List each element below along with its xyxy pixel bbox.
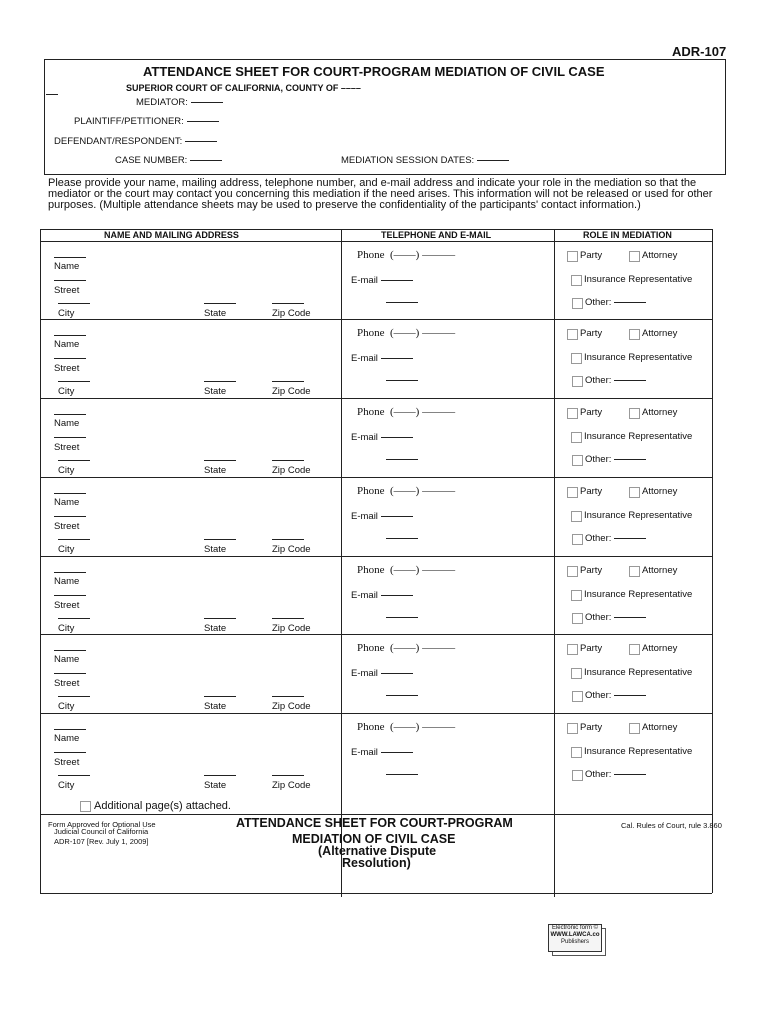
other-checkbox[interactable] bbox=[572, 613, 583, 624]
insurance-label: Insurance Representative bbox=[584, 274, 693, 285]
city-label: City bbox=[58, 386, 75, 397]
street-label: Street bbox=[54, 600, 80, 611]
name-label: Name bbox=[54, 654, 80, 665]
email-blank-2[interactable] bbox=[386, 617, 418, 618]
city-blank[interactable] bbox=[58, 696, 90, 697]
name-blank[interactable] bbox=[54, 257, 86, 258]
zip-label: Zip Code bbox=[272, 623, 311, 634]
party-label: Party bbox=[580, 643, 603, 654]
session-dates-field[interactable]: MEDIATION SESSION DATES: bbox=[341, 155, 509, 166]
attorney-label: Attorney bbox=[642, 565, 678, 576]
insurance-label: Insurance Representative bbox=[584, 510, 693, 521]
other-field[interactable]: Other: bbox=[585, 297, 646, 308]
party-checkbox[interactable] bbox=[567, 329, 578, 340]
additional-pages-checkbox[interactable] bbox=[80, 801, 91, 812]
attorney-label: Attorney bbox=[642, 643, 678, 654]
state-label: State bbox=[204, 623, 227, 634]
footer-approved: Form Approved for Optional Use bbox=[48, 820, 156, 829]
other-field[interactable]: Other: bbox=[585, 769, 646, 780]
state-blank[interactable] bbox=[204, 460, 236, 461]
attorney-label: Attorney bbox=[642, 486, 678, 497]
city-blank[interactable] bbox=[58, 460, 90, 461]
city-label: City bbox=[58, 308, 75, 319]
insurance-checkbox[interactable] bbox=[571, 275, 582, 286]
state-label: State bbox=[204, 465, 227, 476]
city-label: City bbox=[58, 544, 75, 555]
col-divider-1 bbox=[341, 229, 342, 897]
state-blank[interactable] bbox=[204, 618, 236, 619]
street-blank[interactable] bbox=[54, 437, 86, 438]
zip-label: Zip Code bbox=[272, 544, 311, 555]
street-blank[interactable] bbox=[54, 673, 86, 674]
zip-label: Zip Code bbox=[272, 386, 311, 397]
footer-council: Judicial Council of California bbox=[54, 827, 149, 836]
footer-title-1: ATTENDANCE SHEET FOR COURT-PROGRAM bbox=[236, 816, 513, 830]
footer-title-2: MEDIATION OF CIVIL CASE bbox=[292, 832, 456, 846]
insurance-label: Insurance Representative bbox=[584, 589, 693, 600]
email-field[interactable]: E-mail bbox=[351, 511, 413, 522]
other-checkbox[interactable] bbox=[572, 298, 583, 309]
party-checkbox[interactable] bbox=[567, 644, 578, 655]
email-blank-2[interactable] bbox=[386, 380, 418, 381]
name-blank[interactable] bbox=[54, 493, 86, 494]
email-field[interactable]: E-mail bbox=[351, 590, 413, 601]
row-divider bbox=[40, 634, 712, 635]
state-blank[interactable] bbox=[204, 775, 236, 776]
zip-blank[interactable] bbox=[272, 539, 304, 540]
other-field[interactable]: Other: bbox=[585, 612, 646, 623]
additional-pages-label: Additional page(s) attached. bbox=[94, 800, 231, 812]
city-blank[interactable] bbox=[58, 618, 90, 619]
attorney-checkbox[interactable] bbox=[629, 251, 640, 262]
attorney-label: Attorney bbox=[642, 722, 678, 733]
party-label: Party bbox=[580, 565, 603, 576]
street-blank[interactable] bbox=[54, 752, 86, 753]
party-label: Party bbox=[580, 722, 603, 733]
form-number: ADR-107 bbox=[672, 44, 727, 59]
city-blank[interactable] bbox=[58, 303, 90, 304]
other-checkbox[interactable] bbox=[572, 376, 583, 387]
state-blank[interactable] bbox=[204, 539, 236, 540]
other-field[interactable]: Other: bbox=[585, 690, 646, 701]
city-label: City bbox=[58, 465, 75, 476]
row-divider bbox=[40, 398, 712, 399]
insurance-checkbox[interactable] bbox=[571, 353, 582, 364]
email-blank-2[interactable] bbox=[386, 459, 418, 460]
attorney-checkbox[interactable] bbox=[629, 487, 640, 498]
left-border bbox=[44, 59, 45, 175]
header-name-address: NAME AND MAILING ADDRESS bbox=[104, 230, 239, 240]
party-label: Party bbox=[580, 250, 603, 261]
publisher-stamp: Electronic form © WWW.LAWCA.co Publishers bbox=[548, 924, 602, 952]
corner-mark bbox=[46, 94, 58, 95]
other-checkbox[interactable] bbox=[572, 770, 583, 781]
case-number-field[interactable]: CASE NUMBER: bbox=[115, 155, 222, 166]
zip-label: Zip Code bbox=[272, 465, 311, 476]
street-label: Street bbox=[54, 678, 80, 689]
table-left bbox=[40, 229, 41, 893]
street-label: Street bbox=[54, 442, 80, 453]
phone-field[interactable]: Phone (——) ——— bbox=[357, 564, 456, 576]
plaintiff-field[interactable]: PLAINTIFF/PETITIONER: bbox=[74, 116, 219, 127]
name-label: Name bbox=[54, 497, 80, 508]
party-checkbox[interactable] bbox=[567, 408, 578, 419]
state-label: State bbox=[204, 780, 227, 791]
table-bottom bbox=[40, 893, 712, 894]
street-blank[interactable] bbox=[54, 595, 86, 596]
name-label: Name bbox=[54, 261, 80, 272]
attorney-checkbox[interactable] bbox=[629, 408, 640, 419]
city-blank[interactable] bbox=[58, 539, 90, 540]
header-bottom-rule bbox=[44, 174, 726, 175]
row-divider bbox=[40, 477, 712, 478]
court-name: SUPERIOR COURT OF CALIFORNIA, COUNTY OF –––– bbox=[126, 83, 361, 93]
name-blank[interactable] bbox=[54, 572, 86, 573]
city-label: City bbox=[58, 780, 75, 791]
phone-field[interactable]: Phone (——) ——— bbox=[357, 327, 456, 339]
street-label: Street bbox=[54, 757, 80, 768]
email-field[interactable]: E-mail bbox=[351, 275, 413, 286]
attorney-label: Attorney bbox=[642, 407, 678, 418]
page-title: ATTENDANCE SHEET FOR COURT-PROGRAM MEDIATION OF CIVIL CASE bbox=[143, 64, 605, 79]
state-label: State bbox=[204, 544, 227, 555]
name-label: Name bbox=[54, 576, 80, 587]
zip-label: Zip Code bbox=[272, 780, 311, 791]
footer-rule-citation: Cal. Rules of Court, rule 3.860 bbox=[621, 821, 722, 830]
insurance-label: Insurance Representative bbox=[584, 352, 693, 363]
email-blank-2[interactable] bbox=[386, 695, 418, 696]
insurance-checkbox[interactable] bbox=[571, 590, 582, 601]
insurance-checkbox[interactable] bbox=[571, 511, 582, 522]
attorney-checkbox[interactable] bbox=[629, 723, 640, 734]
party-label: Party bbox=[580, 328, 603, 339]
email-field[interactable]: E-mail bbox=[351, 747, 413, 758]
insurance-checkbox[interactable] bbox=[571, 668, 582, 679]
phone-field[interactable]: Phone (——) ——— bbox=[357, 406, 456, 418]
street-label: Street bbox=[54, 285, 80, 296]
state-label: State bbox=[204, 386, 227, 397]
name-blank[interactable] bbox=[54, 414, 86, 415]
state-label: State bbox=[204, 308, 227, 319]
row-divider bbox=[40, 319, 712, 320]
insurance-label: Insurance Representative bbox=[584, 667, 693, 678]
footer-rule bbox=[40, 814, 712, 815]
name-blank[interactable] bbox=[54, 650, 86, 651]
header-tel-email: TELEPHONE AND E-MAIL bbox=[381, 230, 492, 240]
other-checkbox[interactable] bbox=[572, 691, 583, 702]
city-blank[interactable] bbox=[58, 381, 90, 382]
party-checkbox[interactable] bbox=[567, 566, 578, 577]
name-label: Name bbox=[54, 339, 80, 350]
email-blank-2[interactable] bbox=[386, 302, 418, 303]
street-blank[interactable] bbox=[54, 358, 86, 359]
instructions: Please provide your name, mailing address, telephone number, and e-mail address and indicate your role in the mediation so that the mediator or the court may contact you concerning this mediation if the need arises. This information will not be released or used for other purposes. (Multiple attendance sheets may be used to preserve the confidentiality of the participants' contact information.) bbox=[48, 177, 713, 211]
attorney-label: Attorney bbox=[642, 250, 678, 261]
defendant-field[interactable]: DEFENDANT/RESPONDENT: bbox=[54, 136, 217, 147]
phone-field[interactable]: Phone (——) ——— bbox=[357, 721, 456, 733]
other-field[interactable]: Other: bbox=[585, 533, 646, 544]
top-rule bbox=[44, 59, 726, 60]
party-checkbox[interactable] bbox=[567, 251, 578, 262]
name-label: Name bbox=[54, 733, 80, 744]
zip-blank[interactable] bbox=[272, 696, 304, 697]
name-blank[interactable] bbox=[54, 335, 86, 336]
mediator-field[interactable]: MEDIATOR: bbox=[136, 97, 223, 108]
phone-field[interactable]: Phone (——) ——— bbox=[357, 642, 456, 654]
state-label: State bbox=[204, 701, 227, 712]
party-label: Party bbox=[580, 486, 603, 497]
insurance-checkbox[interactable] bbox=[571, 432, 582, 443]
attorney-label: Attorney bbox=[642, 328, 678, 339]
party-checkbox[interactable] bbox=[567, 723, 578, 734]
party-label: Party bbox=[580, 407, 603, 418]
header-role: ROLE IN MEDIATION bbox=[583, 230, 672, 240]
other-field[interactable]: Other: bbox=[585, 375, 646, 386]
email-blank-2[interactable] bbox=[386, 774, 418, 775]
other-checkbox[interactable] bbox=[572, 455, 583, 466]
name-blank[interactable] bbox=[54, 729, 86, 730]
state-blank[interactable] bbox=[204, 696, 236, 697]
phone-field[interactable]: Phone (——) ——— bbox=[357, 485, 456, 497]
table-header-bottom bbox=[40, 241, 712, 242]
attorney-checkbox[interactable] bbox=[629, 566, 640, 577]
city-label: City bbox=[58, 701, 75, 712]
email-field[interactable]: E-mail bbox=[351, 668, 413, 679]
state-blank[interactable] bbox=[204, 303, 236, 304]
email-blank-2[interactable] bbox=[386, 538, 418, 539]
attorney-checkbox[interactable] bbox=[629, 644, 640, 655]
state-blank[interactable] bbox=[204, 381, 236, 382]
zip-blank[interactable] bbox=[272, 381, 304, 382]
zip-blank[interactable] bbox=[272, 618, 304, 619]
other-checkbox[interactable] bbox=[572, 534, 583, 545]
zip-blank[interactable] bbox=[272, 460, 304, 461]
row-divider bbox=[40, 713, 712, 714]
street-blank[interactable] bbox=[54, 280, 86, 281]
other-field[interactable]: Other: bbox=[585, 454, 646, 465]
footer-title-4: Resolution) bbox=[342, 856, 411, 870]
street-blank[interactable] bbox=[54, 516, 86, 517]
table-right bbox=[712, 229, 713, 893]
footer-title-3: (Alternative Dispute bbox=[318, 844, 437, 858]
city-blank[interactable] bbox=[58, 775, 90, 776]
zip-label: Zip Code bbox=[272, 701, 311, 712]
name-label: Name bbox=[54, 418, 80, 429]
street-label: Street bbox=[54, 363, 80, 374]
footer-revision: ADR-107 [Rev. July 1, 2009] bbox=[54, 837, 149, 846]
zip-blank[interactable] bbox=[272, 775, 304, 776]
row-divider bbox=[40, 556, 712, 557]
email-field[interactable]: E-mail bbox=[351, 432, 413, 443]
phone-field[interactable]: Phone (——) ——— bbox=[357, 249, 456, 261]
city-label: City bbox=[58, 623, 75, 634]
col-divider-2 bbox=[554, 229, 555, 897]
email-field[interactable]: E-mail bbox=[351, 353, 413, 364]
attorney-checkbox[interactable] bbox=[629, 329, 640, 340]
right-border bbox=[725, 59, 726, 175]
insurance-checkbox[interactable] bbox=[571, 747, 582, 758]
insurance-label: Insurance Representative bbox=[584, 746, 693, 757]
street-label: Street bbox=[54, 521, 80, 532]
party-checkbox[interactable] bbox=[567, 487, 578, 498]
zip-blank[interactable] bbox=[272, 303, 304, 304]
zip-label: Zip Code bbox=[272, 308, 311, 319]
insurance-label: Insurance Representative bbox=[584, 431, 693, 442]
